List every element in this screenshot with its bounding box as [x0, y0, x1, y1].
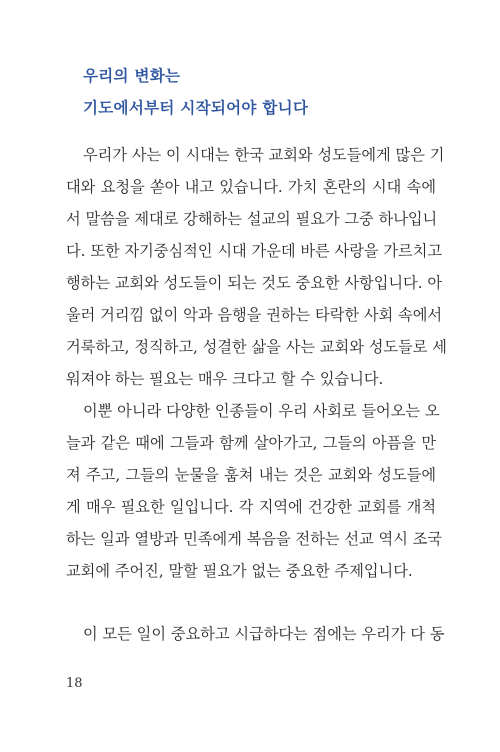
body-text-line: 대와 요청을 쏟아 내고 있습니다. 가치 혼란의 시대 속에 [66, 178, 436, 196]
body-text-line: 교회에 주어진, 말할 필요가 없는 중요한 주제입니다. [66, 562, 413, 580]
body-text-line: 우리가 사는 이 시대는 한국 교회와 성도들에게 많은 기 [83, 146, 445, 164]
body-text-line: 져 주고, 그들의 눈물을 훔쳐 내는 것은 교회와 성도들에 [66, 466, 436, 484]
body-text-line: 이 모든 일이 중요하고 시급하다는 점에는 우리가 다 동 [83, 625, 445, 643]
body-text-line: 하는 일과 열방과 민족에게 복음을 전하는 선교 역시 조국 [66, 530, 443, 548]
section-heading-line-1: 우리의 변화는 [83, 67, 181, 85]
body-text-line: 이뿐 아니라 다양한 인종들이 우리 사회로 들어오는 오 [83, 402, 440, 420]
body-text-line: 워져야 하는 필요는 매우 크다고 할 수 있습니다. [66, 370, 384, 388]
body-text-line: 다. 또한 자기중심적인 시대 가운데 바른 사랑을 가르치고 [66, 242, 443, 260]
body-text-line: 게 매우 필요한 일입니다. 각 지역에 건강한 교회를 개척 [66, 498, 436, 516]
body-text-line: 서 말씀을 제대로 강해하는 설교의 필요가 그중 하나입니 [66, 210, 438, 228]
body-text-line: 늘과 같은 때에 그들과 함께 살아가고, 그들의 아픔을 만 [66, 434, 436, 452]
body-text-line: 행하는 교회와 성도들이 되는 것도 중요한 사항입니다. 아 [66, 274, 443, 292]
body-text-line: 거룩하고, 정직하고, 성결한 삶을 사는 교회와 성도들로 세 [66, 338, 447, 356]
body-text-line: 울러 거리낌 없이 악과 음행을 권하는 타락한 사회 속에서 [66, 306, 443, 324]
section-heading-line-2: 기도에서부터 시작되어야 합니다 [83, 99, 309, 117]
page-number: 18 [66, 676, 83, 691]
